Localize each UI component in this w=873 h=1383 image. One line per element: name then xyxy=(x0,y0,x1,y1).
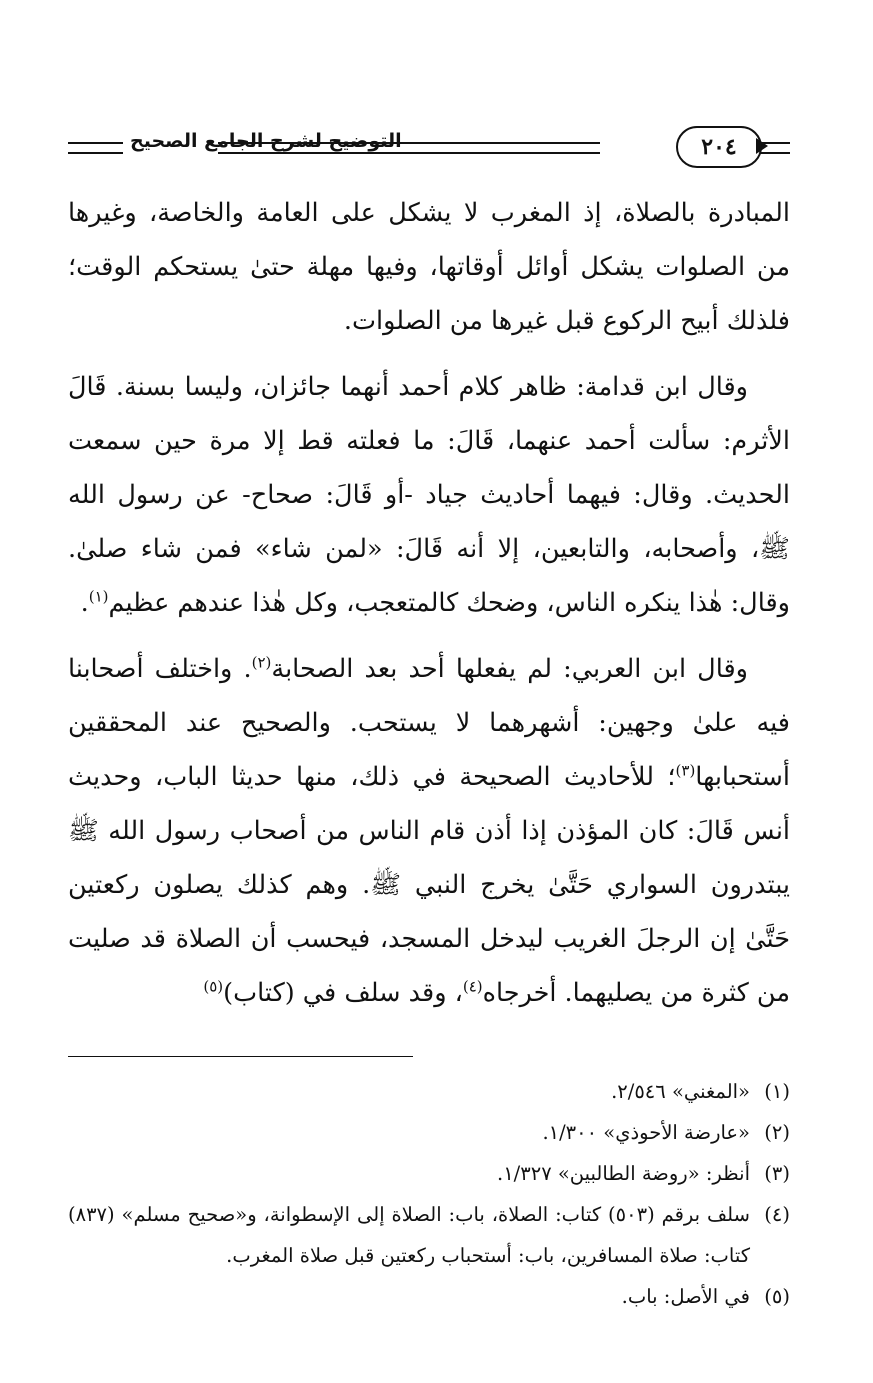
footnote-text: أنظر: «روضة الطالبين» ١/٣٢٧. xyxy=(497,1162,750,1185)
footnote-number: (٣) xyxy=(764,1162,790,1185)
footnote-text: في الأصل: باب. xyxy=(621,1285,750,1308)
footnote-item xyxy=(68,1194,790,1276)
footnote-text: «المغني» ٢/٥٤٦. xyxy=(611,1080,750,1103)
footnote-item xyxy=(68,1112,790,1153)
book-page xyxy=(68,112,790,1317)
footnote-text: «عارضة الأحوذي» ١/٣٠٠. xyxy=(542,1121,750,1144)
footnote-item xyxy=(68,1276,790,1317)
paragraph-1 xyxy=(68,186,790,348)
header-rule-end xyxy=(68,142,123,154)
footnote-ref[interactable]: (١) xyxy=(88,587,109,606)
paragraph-text-cont: . واختلف أصحابنا فيه علىٰ وجهين: أشهرهما لا يستحب. والصحيح عند المحققين أستحبابها xyxy=(68,654,790,792)
footnote-number: (٤) xyxy=(764,1203,790,1226)
footnote-number: (٥) xyxy=(764,1285,790,1308)
paragraph-text: وقال ابن قدامة: ظاهر كلام أحمد أنهما جائزان، وليسا بسنة. قَالَ الأثرم: سألت أحمد عنهما، قَالَ: ما فعلته قط إلا مرة حين سمعت الحديث. وقال: فيهما أحاديث جياد -أو قَالَ: صحاح- عن رسول الله ﷺ، وأصحابه، والتابعين، إلا أنه قَالَ: «لمن شاء» فمن شاء صلىٰ. وقال: هٰذا ينكره الناس، وضحك كالمتعجب، وكل هٰذا عندهم عظيم xyxy=(68,372,790,618)
paragraph-2 xyxy=(68,360,790,630)
footnote-separator xyxy=(68,1056,413,1057)
footnote-ref[interactable]: (٢) xyxy=(251,653,272,672)
paragraph-3 xyxy=(68,642,790,1020)
paragraph-text-cont: ، وقد سلف في (كتاب) xyxy=(223,978,463,1008)
footnote-ref[interactable]: (٣) xyxy=(675,761,696,780)
paragraph-text: المبادرة بالصلاة، إذ المغرب لا يشكل على العامة والخاصة، وغيرها من الصلوات يشكل أوائل أوقاتها، وفيها مهلة حتىٰ يستحكم الوقت؛ فلذلك أبيح الركوع قبل غيرها من الصلوات. xyxy=(68,198,790,336)
page-number: ٢٠٤ xyxy=(676,126,762,168)
paragraph-text: وقال ابن العربي: لم يفعلها أحد بعد الصحابة xyxy=(271,654,748,684)
footnote-ref[interactable]: (٥) xyxy=(203,977,224,996)
footnote-item xyxy=(68,1071,790,1112)
paragraph-text-cont: ؛ للأحاديث الصحيحة في ذلك، منها حديثا الباب، وحديث أنس قَالَ: كان المؤذن إذا أذن قام الناس من أصحاب رسول الله ﷺ يبتدرون السواري حَتَّىٰ يخرج النبي ﷺ. وهم كذلك يصلون ركعتين حَتَّىٰ إن الرجلَ الغريب ليدخل المسجد، فيحسب أن الصلاة قد صليت من كثرة من يصليهما. أخرجاه xyxy=(68,762,790,1008)
main-text xyxy=(68,186,790,1020)
running-title: التوضيح لشرح الجامع الصحيح xyxy=(130,130,402,152)
footnotes xyxy=(68,1071,790,1317)
footnote-item xyxy=(68,1153,790,1194)
paragraph-text-end: . xyxy=(80,588,89,618)
footnote-text: سلف برقم (٥٠٣) كتاب: الصلاة، باب: الصلاة إلى الإسطوانة، و«صحيح مسلم» (٨٣٧) كتاب: صلاة المسافرين، باب: أستحباب ركعتين قبل صلاة المغرب. xyxy=(68,1203,750,1267)
footnote-number: (٢) xyxy=(764,1121,790,1144)
page-header xyxy=(68,112,790,176)
footnote-number: (١) xyxy=(764,1080,790,1103)
footnote-ref[interactable]: (٤) xyxy=(462,977,483,996)
